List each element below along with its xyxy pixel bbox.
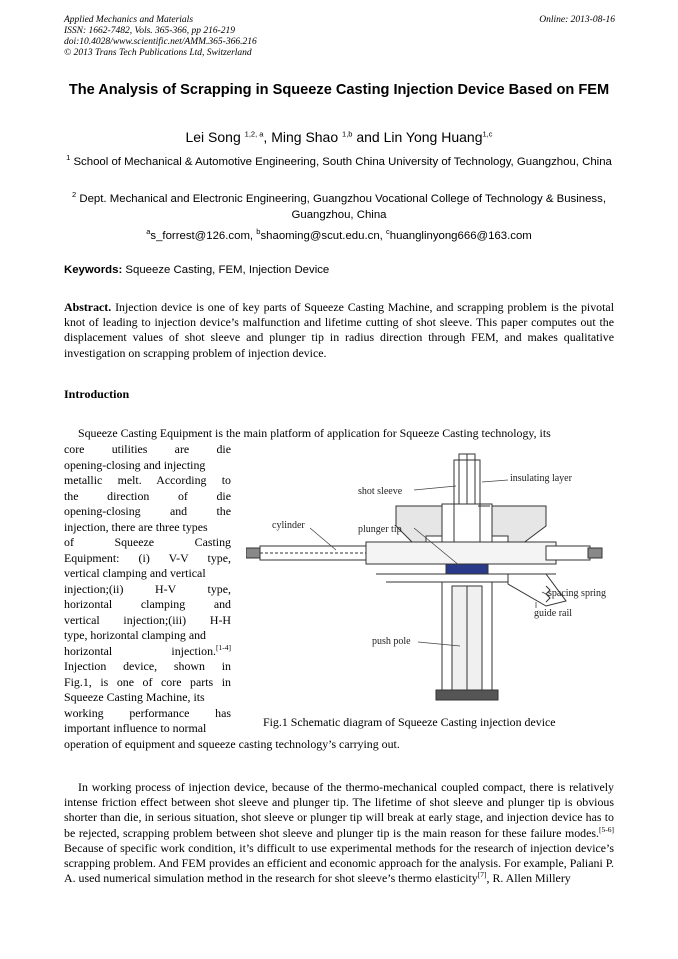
email-1: s_forrest@126.com, [150, 230, 257, 242]
col-line: opening-closing and the [64, 504, 231, 518]
keywords-text: Squeeze Casting, FEM, Injection Device [122, 264, 330, 276]
col-line: Fig.1, is one of core parts in [64, 674, 231, 689]
intro-first-line: Squeeze Casting Equipment is the main platform of application for Squeeze Casting technology, its [78, 426, 551, 440]
journal-header [64, 15, 257, 59]
intro-last-line: operation of equipment and squeeze casting technology’s carrying out. [64, 737, 400, 751]
p2-part3: , R. Allen Millery [486, 871, 571, 886]
label-insulating-layer: insulating layer [510, 473, 572, 484]
intro-paragraph-2 [64, 780, 614, 886]
label-guide-rail: guide rail [534, 608, 573, 619]
col-line: metallic melt. According to [64, 473, 231, 487]
copyright: © 2013 Trans Tech Publications Ltd, Switzerland [64, 48, 252, 58]
col-line: working performance has [64, 705, 231, 720]
col-line: Equipment: (i) V-V type, [64, 550, 231, 565]
author-1-sup: 1,2, a [244, 129, 264, 139]
author-2: Ming Shao [271, 129, 339, 145]
doi: doi:10.4028/www.scientific.net/AMM.365-366.216 [64, 37, 257, 47]
col-line-with-ref [64, 644, 231, 660]
email-3: huanglinyong666@163.com [389, 230, 532, 242]
col-line: injection;(ii) H-V type, [64, 581, 231, 596]
col-line: core utilities are die [64, 442, 231, 456]
keywords [64, 264, 329, 276]
label-shot-sleeve: shot sleeve [358, 486, 403, 497]
author-3: Lin Yong Huang [383, 129, 483, 145]
figure-caption: Fig.1 Schematic diagram of Squeeze Casting injection device [263, 715, 556, 729]
email-b-sup: b [256, 227, 261, 237]
col-line: vertical clamping and vertical [64, 566, 206, 580]
abstract [64, 300, 614, 361]
paper-title: The Analysis of Scrapping in Squeeze Casting Injection Device Based on FEM [68, 82, 610, 98]
introduction-heading: Introduction [64, 387, 130, 401]
affiliation-2 [64, 192, 614, 223]
journal-name: Applied Mechanics and Materials [64, 15, 194, 25]
col-line: type, horizontal clamping and [64, 628, 206, 642]
ref-5-6: [5-6] [599, 824, 614, 834]
label-cylinder: cylinder [272, 520, 305, 531]
emails [64, 229, 614, 245]
col-line: the direction of die [64, 488, 231, 503]
ref-1-4: [1-4] [216, 642, 231, 652]
col-line: opening-closing and injecting [64, 457, 206, 472]
col-line: important influence to normal [64, 721, 207, 735]
label-plunger-tip: plunger tip [358, 524, 402, 535]
affiliation-1 [64, 155, 614, 171]
aff1-text: School of Mechanical & Automotive Engineering, South China University of Technology, Guangzhou, China [73, 156, 612, 168]
authors: Lei Song $^{1,2, a}$, Ming Shao $^{1,b}$ and Lin Yong Huang$^{1,c}$ [185, 129, 493, 145]
col-line: Squeeze Casting Machine, its [64, 690, 205, 704]
author-2-sup: 1,b [342, 129, 353, 139]
keywords-label: Keywords: [64, 264, 123, 276]
online-date: Online: 2013-08-16 [539, 15, 615, 25]
email-2: shaoming@scut.edu.cn, [260, 230, 386, 242]
col-line: vertical injection;(iii) H-H [64, 612, 231, 627]
authors-and: and [356, 129, 380, 145]
col-line: horizontal clamping and [64, 597, 231, 611]
email-a-sup: a [146, 227, 151, 237]
label-push-pole: push pole [372, 636, 411, 647]
abstract-text: Injection device is one of key parts of Squeeze Casting Machine, and scrapping problem is the pivotal knot of leading to injection device’s malfunction and lifetime cutting of shot sleeve. This paper computes out the displacement values of shot sleeve and plunger tip in radius direction through FEM, and makes qualitative investigation on scrapping problem of injection device. [64, 300, 614, 360]
p2-part2: Because of specific work condition, it’s difficult to use experimental methods for the research of injection device’s scrapping problem. And FEM provides an efficient and economic approach for the analysis. For example, Paliani P. A. used numerical simulation method in the research for shot sleeve’s thermo elasticity [64, 840, 614, 886]
col-line: injection, there are three types [64, 519, 208, 534]
device-drawing [246, 454, 602, 700]
email-c-sup: c [386, 227, 390, 237]
issn: ISSN: 1662-7482, Vols. 365-366, pp 216-219 [64, 26, 235, 36]
injection-device-figure [246, 446, 614, 708]
col-line: of Squeeze Casting [64, 535, 231, 549]
p2-part1: In working process of injection device, because of the thermo-mechanical coupled compact, there is relatively intense friction effect between shot sleeve and plunger tip. The lifetime of shot sleeve and plunger tip is obvious shorter than die, in serious situation, shot sleeve or plunger tip will break at early stage, and injection device has to be rejected, scrapping problem between shot sleeve and plunger tip is the main reason for these failure modes. [64, 780, 614, 840]
aff2-num: 2 [72, 190, 77, 200]
aff1-num: 1 [66, 153, 71, 163]
aff2-text: Dept. Mechanical and Electronic Engineering, Guangzhou Vocational College of Technology & Business, Guangzhou, China [79, 193, 606, 221]
label-spacing-spring: spacing spring [548, 588, 607, 599]
abstract-label: Abstract. [64, 300, 112, 314]
intro-left-column [64, 442, 231, 737]
col-line: Injection device, shown in [64, 659, 231, 673]
author-3-sup: 1,c [482, 129, 493, 139]
author-1: Lei Song [185, 129, 241, 145]
col-line-text: horizontal injection. [64, 643, 216, 658]
ref-7: [7] [477, 870, 487, 880]
